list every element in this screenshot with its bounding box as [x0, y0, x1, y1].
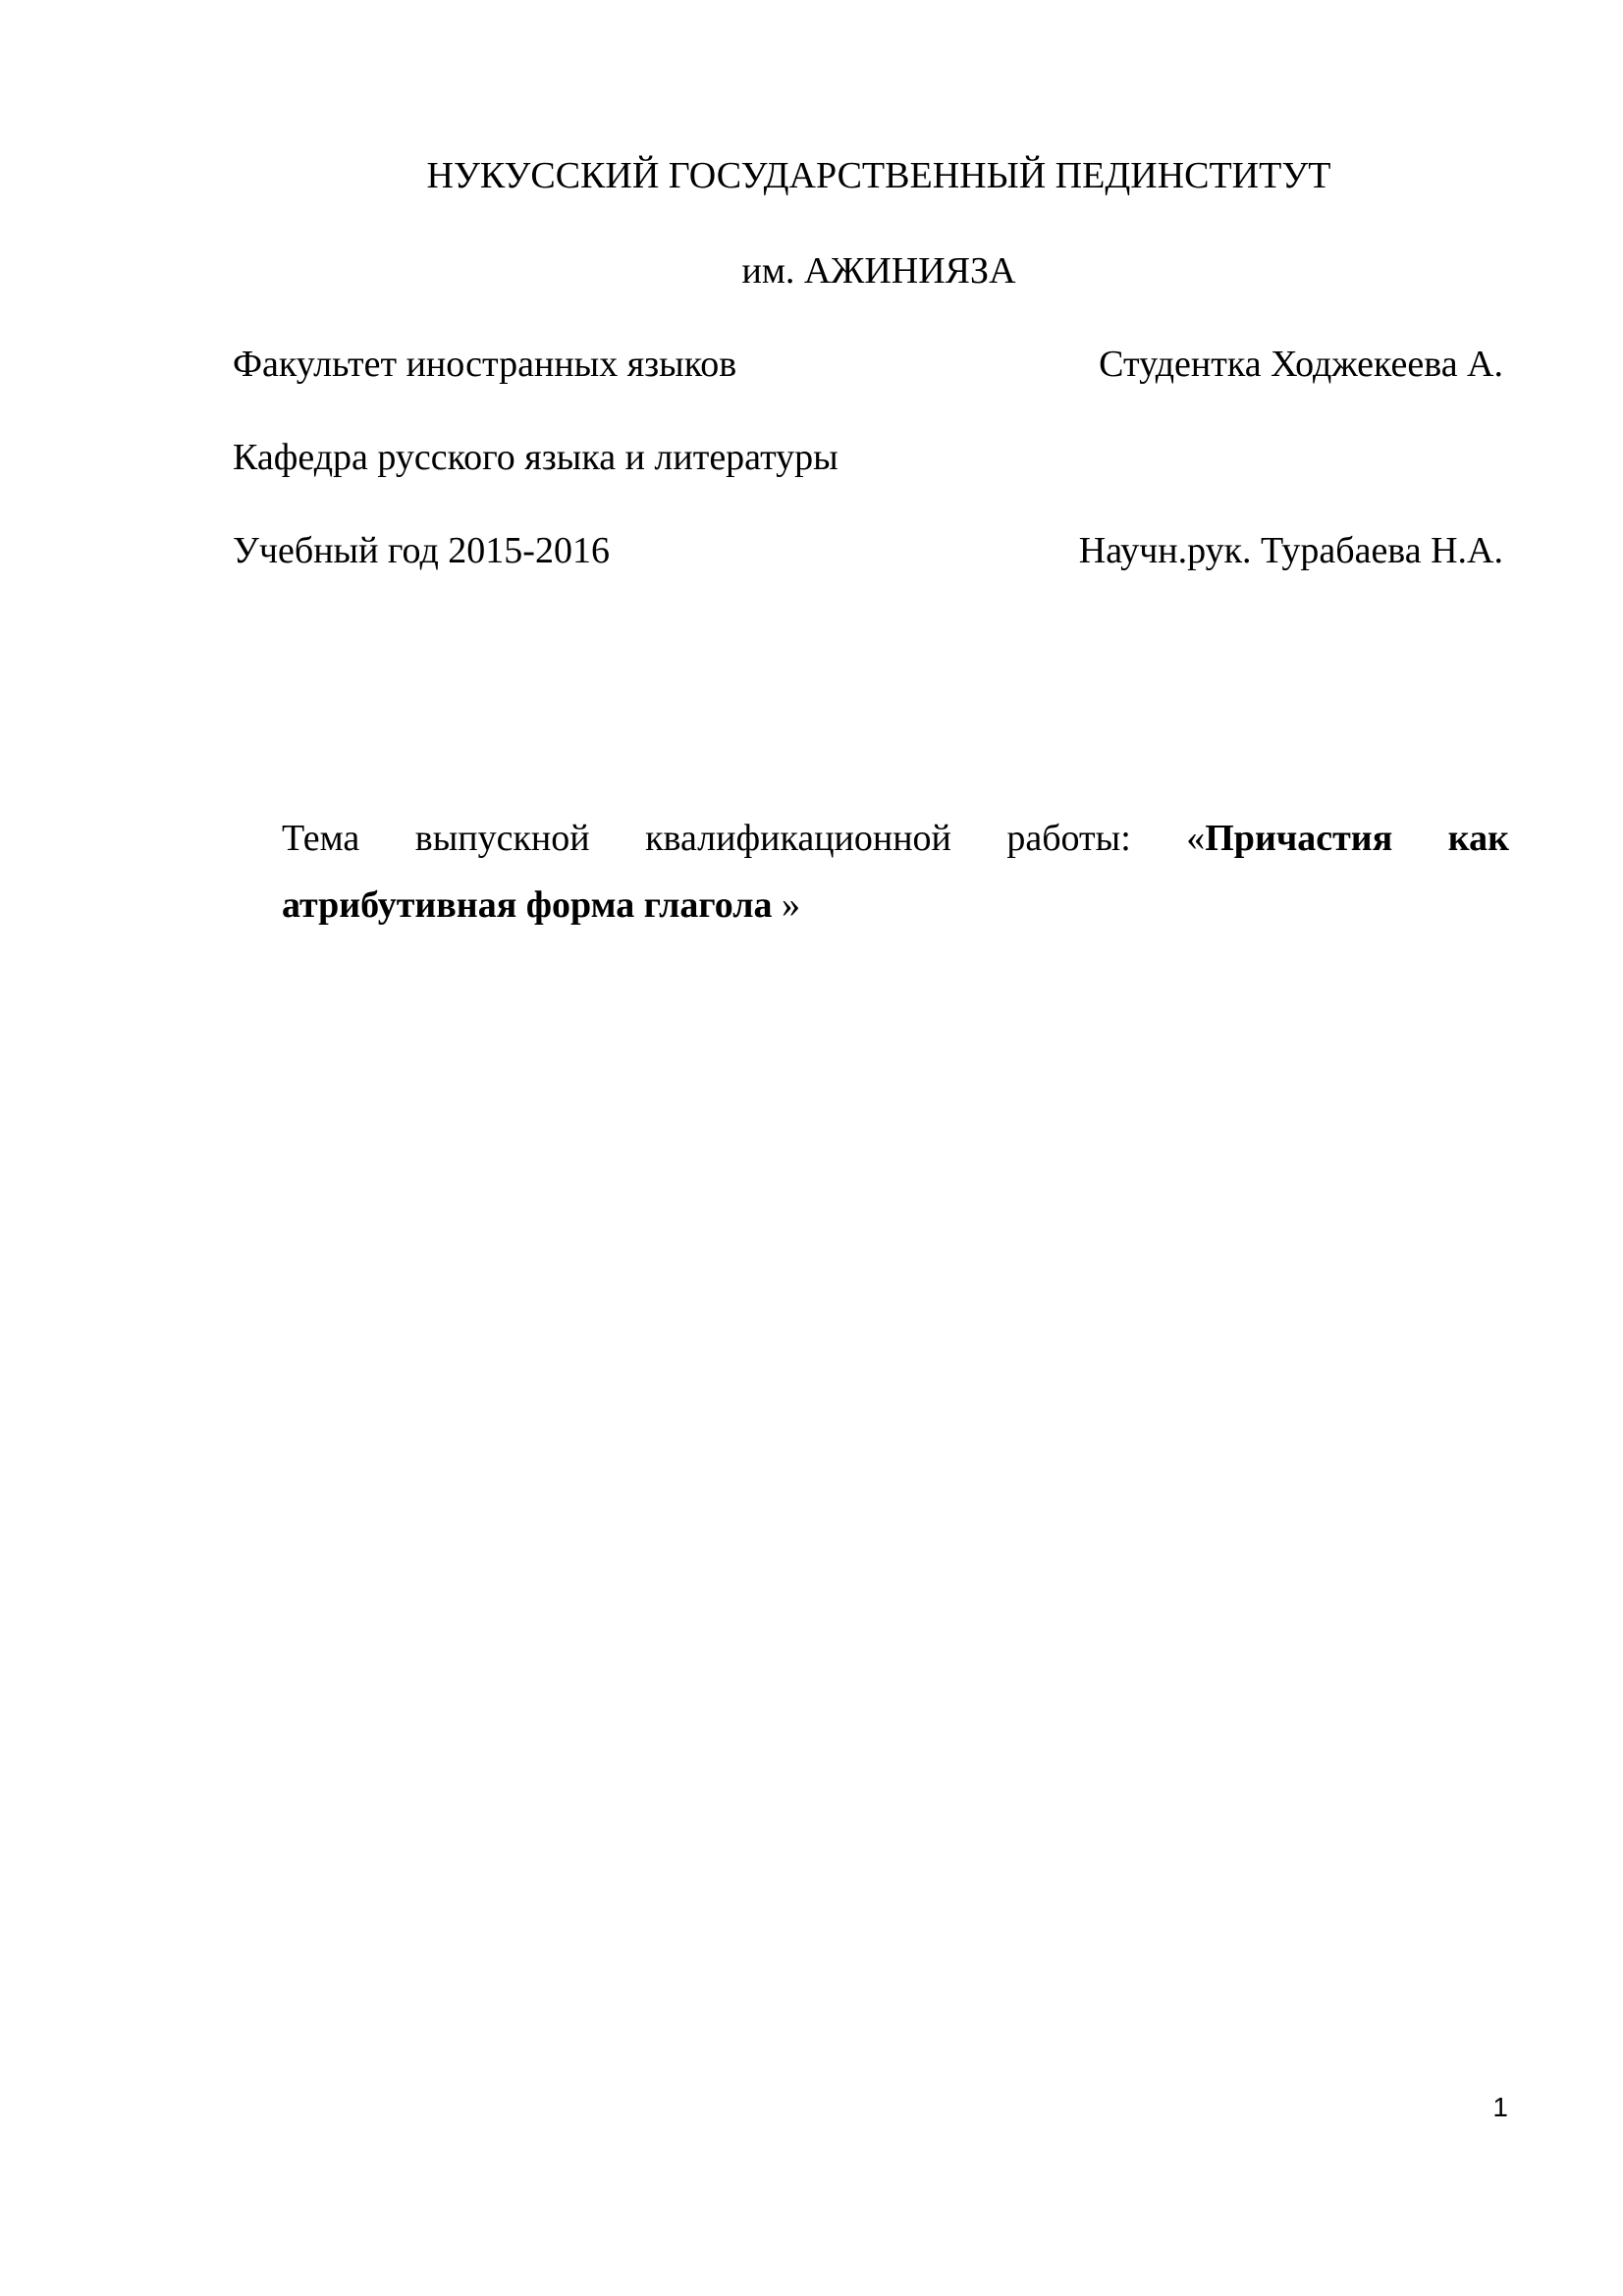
topic-word: работы: [1006, 818, 1131, 859]
topic-word: квалификационной [645, 818, 951, 859]
academic-year: Учебный год 2015-2016 [233, 530, 610, 571]
topic-word: Тема [282, 818, 360, 859]
faculty-name: Факультет иностранных языков [233, 344, 737, 385]
institute-name: НУКУССКИЙ ГОСУДАРСТВЕННЫЙ ПЕДИНСТИТУТ [426, 155, 1331, 196]
supervisor-name: Научн.рук. Турабаева Н.А. [1078, 530, 1503, 571]
topic-title-word: как [1447, 818, 1509, 859]
thesis-topic [282, 805, 1509, 938]
topic-title-word: Причастия [1205, 818, 1393, 859]
close-quote: » [772, 884, 801, 926]
topic-title-start [1186, 805, 1392, 872]
thesis-topic-line-2 [282, 872, 1509, 938]
thesis-topic-line-1 [282, 805, 1509, 872]
topic-word: выпускной [414, 818, 590, 859]
institute-named-after: им. АЖИНИЯЗА [741, 250, 1016, 292]
department-name: Кафедра русского языка и литературы [233, 437, 839, 478]
open-quote: « [1186, 818, 1206, 859]
page-number: 1 [1492, 2092, 1508, 2122]
topic-title-end: атрибутивная форма глагола [282, 884, 773, 926]
student-name: Студентка Ходжекеева А. [1099, 344, 1503, 385]
